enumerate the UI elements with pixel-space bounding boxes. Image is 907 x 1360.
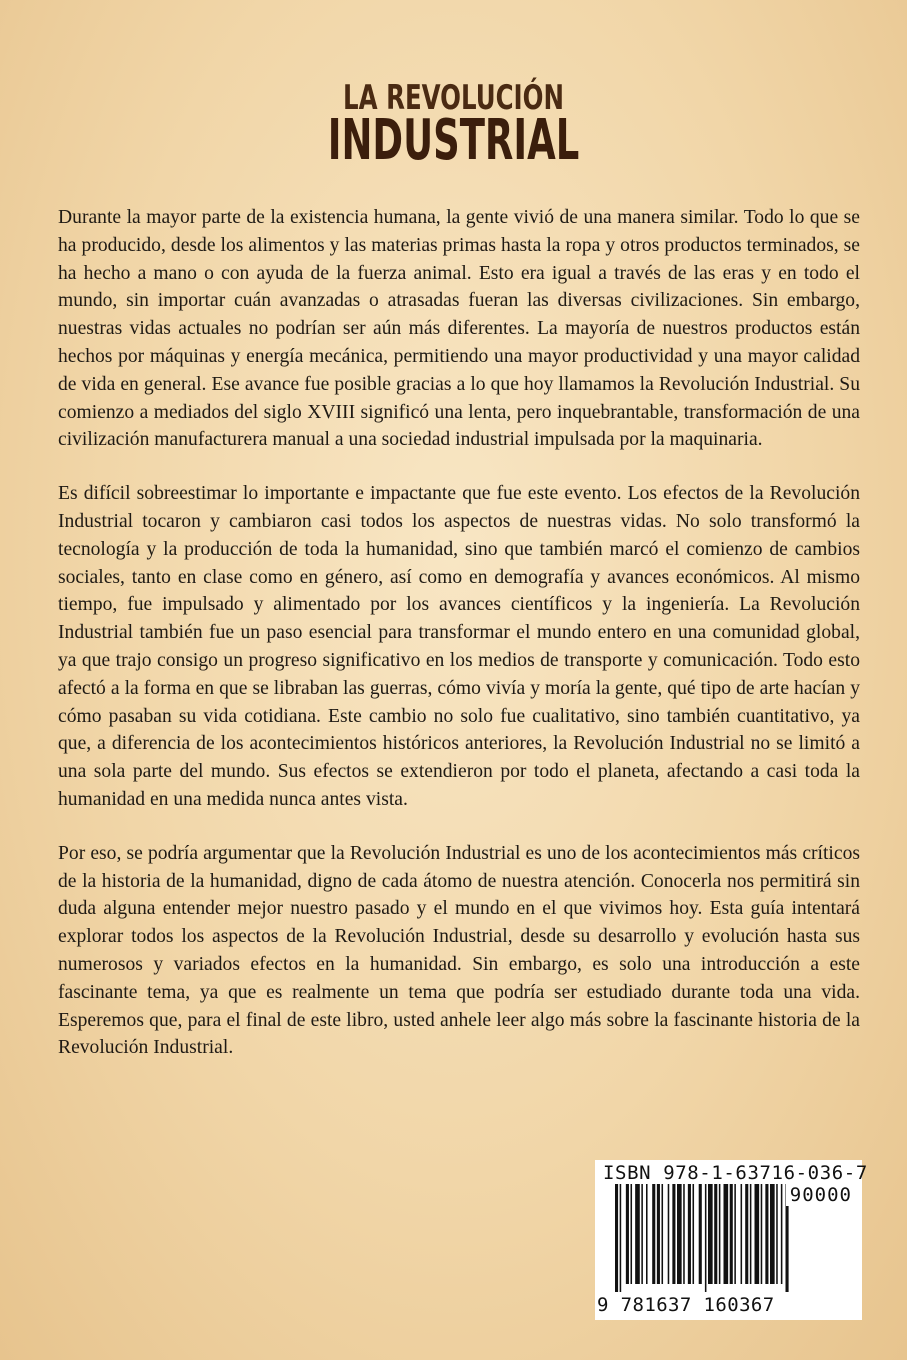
description-body xyxy=(58,204,860,1088)
price-code: 90000 xyxy=(786,1184,852,1206)
ean-digits: 9 781637 160367 xyxy=(597,1294,775,1316)
paragraph-1: Durante la mayor parte de la existencia humana, la gente vivió de una manera similar. Todo lo que se ha producido, desde los alimentos y las materias primas hasta la ropa y otros productos terminados, se ha hecho a mano o con ayuda de la fuerza animal. Esto era igual a través de las eras y en todo el mundo, sin importar cuán avanzadas o atrasadas fueran las diversas civilizaciones. Sin embargo, nuestras vidas actuales no podrían ser aún más diferentes. La mayoría de nuestros productos están hechos por máquinas y energía mecánica, permitiendo una mayor productividad y una mayor calidad de vida en general. Ese avance fue posible gracias a lo que hoy llamamos la Revolución Industrial. Su comienzo a mediados del siglo XVIII significó una lenta, pero inquebrantable, transformación de una civilización manufacturera manual a una sociedad industrial impulsada por la maquinaria. xyxy=(58,207,860,451)
isbn-barcode xyxy=(595,1160,868,1320)
isbn-label: ISBN 978-1-63716-036-7 xyxy=(603,1162,868,1184)
title-line-1: LA REVOLUCIÓN xyxy=(343,78,564,118)
paragraph-3: Por eso, se podría argumentar que la Revolución Industrial es uno de los acontecimientos más críticos de la historia de la humanidad, digno de cada átomo de nuestra atención. Conocerla nos permitirá sin duda alguna entender mejor nuestro pasado y el mundo en el que vivimos hoy. Esta guía intentará explorar todos los aspectos de la Revolución Industrial, desde su desarrollo y evolución hasta sus numerosos y variados efectos en la humanidad. Sin embargo, es solo una introducción a este fascinante tema, ya que es realmente un tema que podría ser estudiado durante toda una vida. Esperemos que, para el final de este libro, usted anhele leer algo más sobre la fascinante historia de la Revolución Industrial. xyxy=(58,842,860,1059)
paragraph-2: Es difícil sobreestimar lo importante e impactante que fue este evento. Los efectos de la Revolución Industrial tocaron y cambiaron casi todos los aspectos de nuestras vidas. No solo transformó la tecnología y la producción de toda la humanidad, sino que también marcó el comienzo de cambios sociales, tanto en clase como en género, así como en demografía y avances económicos. Al mismo tiempo, fue impulsado y alimentado por los avances científicos y la ingeniería. La Revolución Industrial también fue un paso esencial para transformar el mundo entero en una comunidad global, ya que trajo consigo un progreso significativo en los medios de transporte y comunicación. Todo esto afectó a la forma en que se libraban las guerras, cómo vivía y moría la gente, qué tipo de arte hacían y cómo pasaban su vida cotidiana. Este cambio no solo fue cualitativo, sino también cuantitativo, ya que, a diferencia de los acontecimientos históricos anteriores, la Revolución Industrial no se limitó a una sola parte del mundo. Sus efectos se extendieron por todo el planeta, afectando a casi toda la humanidad en una medida nunca antes vista. xyxy=(58,483,860,810)
title-line-2: INDUSTRIAL xyxy=(327,108,580,173)
